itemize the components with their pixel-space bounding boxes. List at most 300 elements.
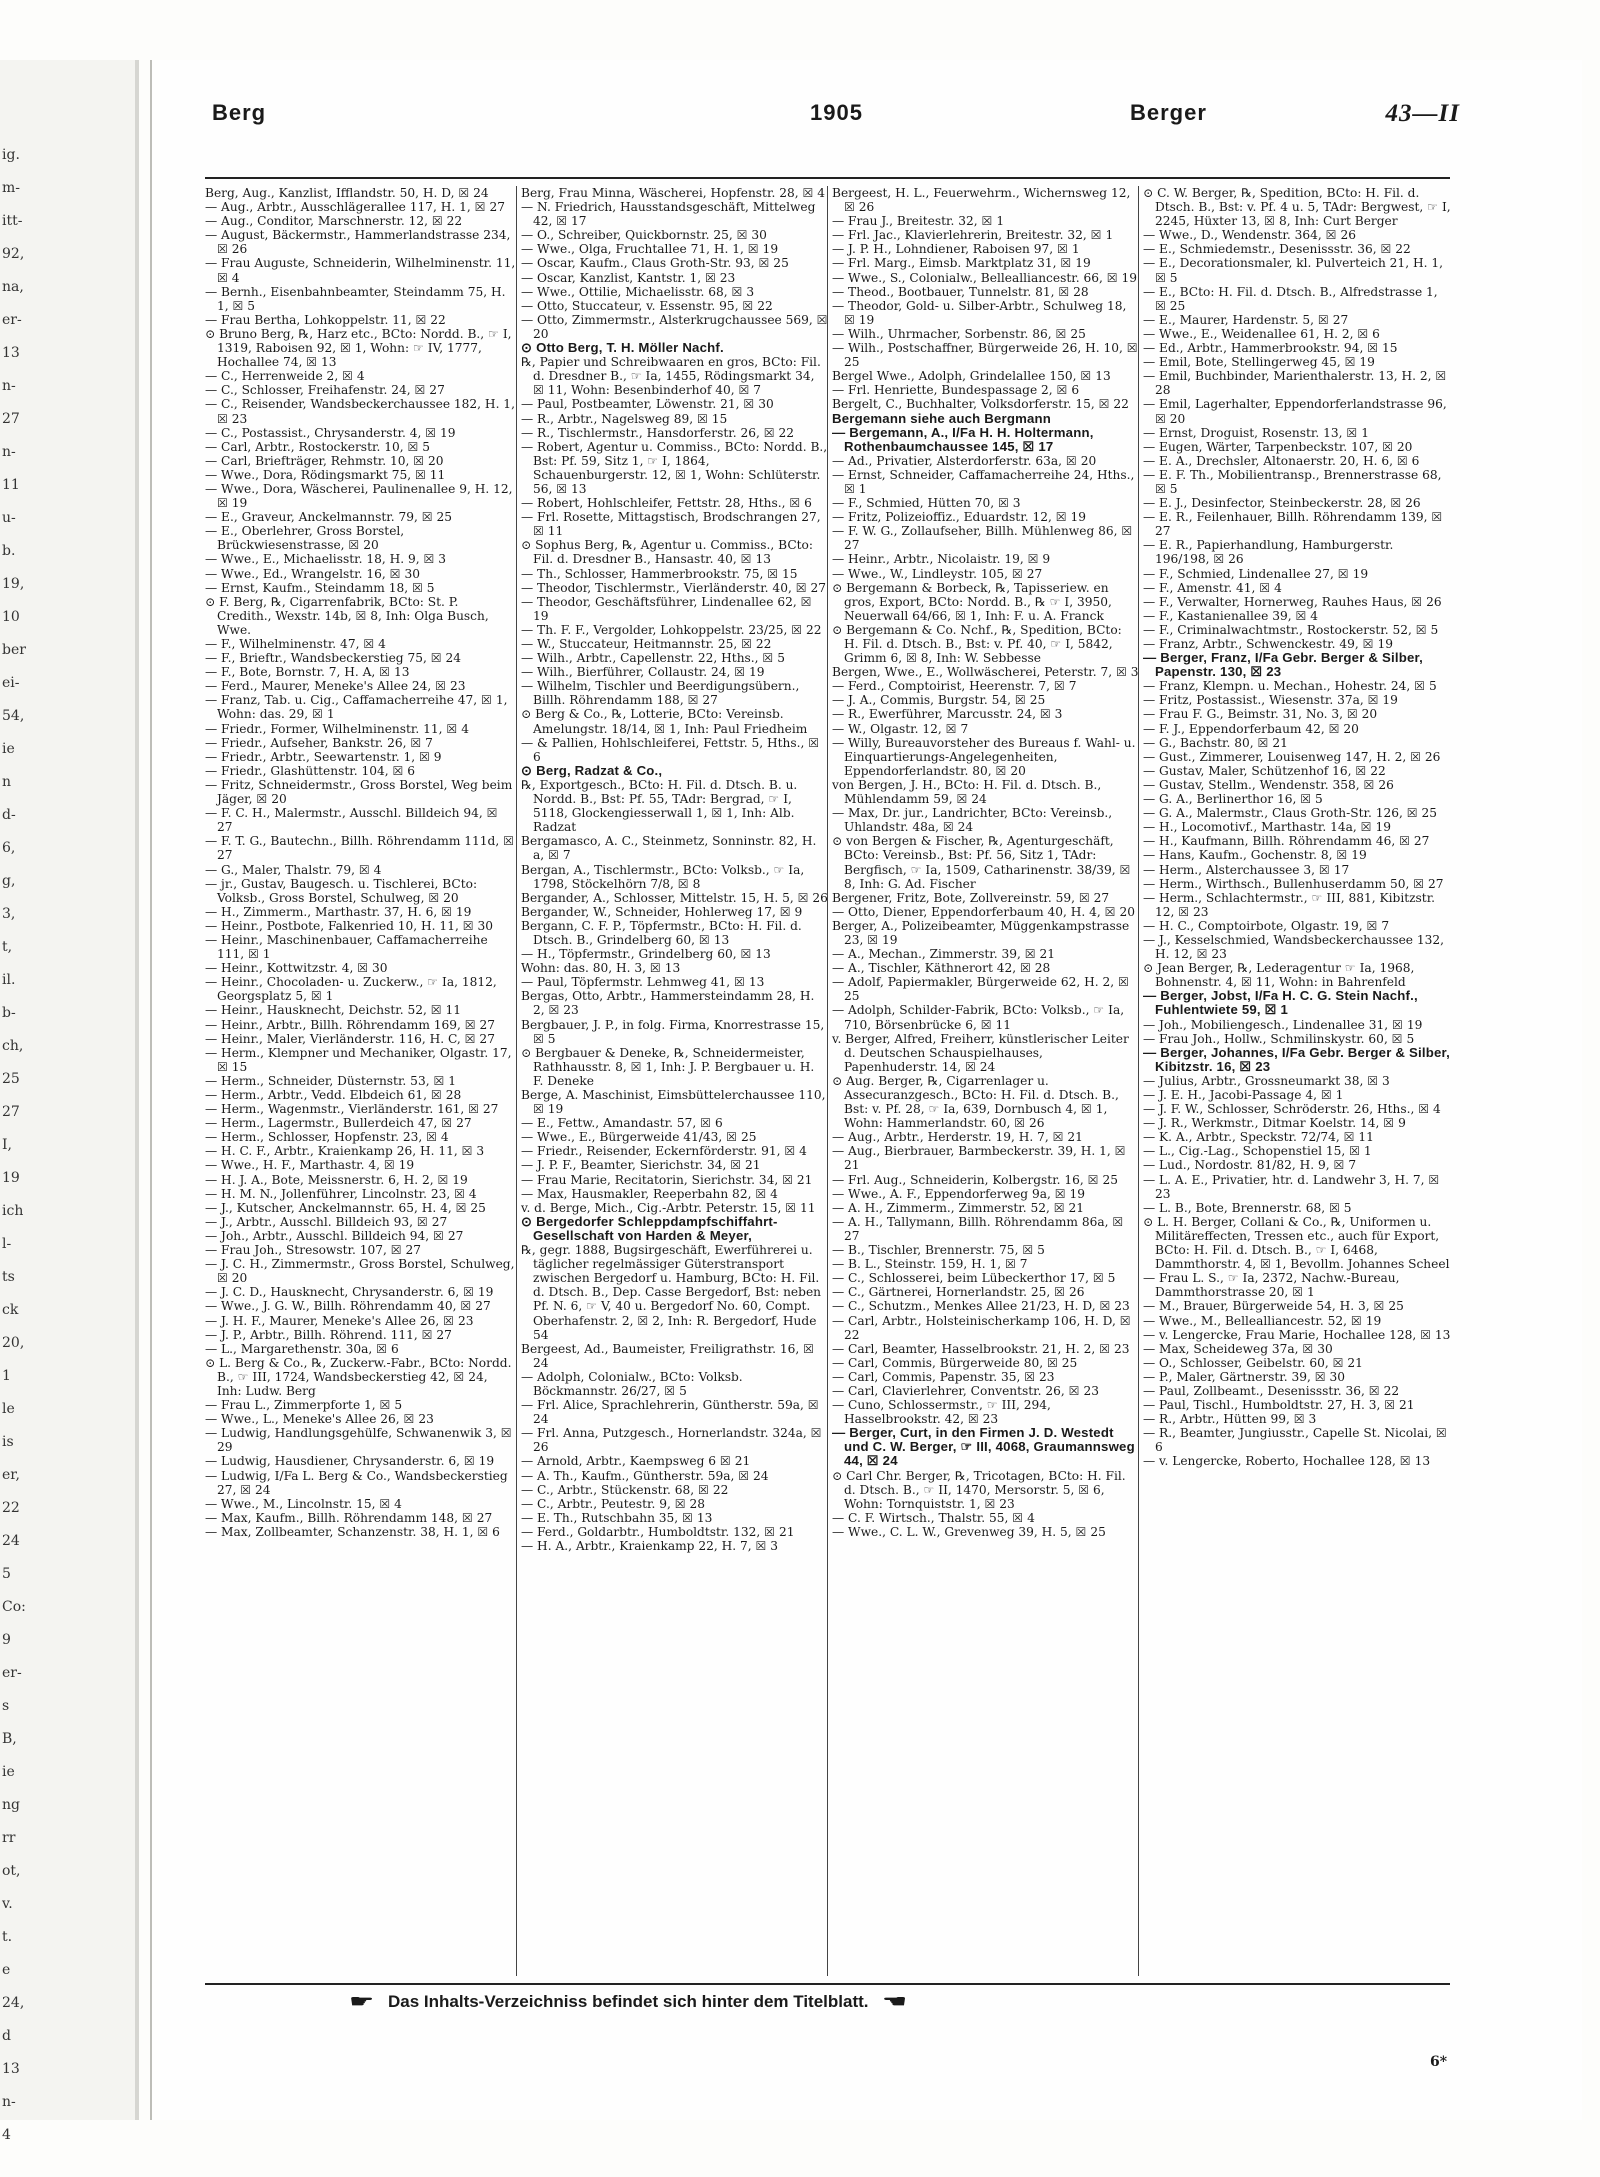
directory-entry: — Heinr., Chocoladen- u. Zuckerw., ☞ Ia, 1812, Georgsplatz 5, ☒ 1 — [205, 975, 497, 1004]
directory-entry: — Frau F. G., Beimstr. 31, No. 3, ☒ 20 — [1143, 707, 1378, 722]
edge-text-fragment: 24, — [2, 1995, 25, 2011]
directory-entry: Bergeest, H. L., Feuerwehrm., Wichernsweg 12, ☒ 26 — [832, 186, 1131, 215]
edge-text-fragment: 9 — [2, 1632, 11, 1648]
edge-text-fragment: 19, — [2, 576, 25, 592]
directory-entry: — Robert, Hohlschleifer, Fettstr. 28, Hths., ☒ 6 — [521, 496, 812, 511]
directory-entry: — Otto, Stuccateur, v. Essenstr. 95, ☒ 22 — [521, 298, 773, 313]
directory-entry: — Carl, Clavierlehrer, Conventstr. 26, ☒ 23 — [832, 1383, 1099, 1398]
column-3 — [827, 186, 1139, 1976]
edge-text-fragment: 22 — [2, 1500, 20, 1516]
directory-entry: — J. F. W., Schlosser, Schröderstr. 26, Hths., ☒ 4 — [1143, 1102, 1441, 1117]
edge-text-fragment: er- — [2, 312, 22, 328]
directory-entry: — Lud., Nordostr. 81/82, H. 9, ☒ 7 — [1143, 1158, 1357, 1173]
directory-entry: — Willy, Bureauvorsteher des Bureaus f. Wahl- u. Einquartierungs-Angelegenheiten, Eppendorferlandstr. 80, ☒ 20 — [832, 735, 1136, 778]
edge-text-fragment: 1 — [2, 1368, 11, 1384]
header-page-number: 43—II — [1385, 100, 1460, 127]
directory-entry: — & Pallien, Hohlschleiferei, Fettstr. 5, Hths., ☒ 6 — [521, 735, 820, 764]
pointing-hand-right-icon: ☛ — [349, 1992, 374, 2011]
directory-entry: — Oscar, Kanzlist, Kantstr. 1, ☒ 23 — [521, 270, 736, 285]
directory-entry: — H. J. A., Bote, Meissnerstr. 6, H. 2, ☒ 19 — [205, 1172, 468, 1187]
directory-entry: — F., Criminalwachtmstr., Rostockerstr. 52, ☒ 5 — [1143, 622, 1439, 637]
directory-entry: — H., Töpfermstr., Grindelberg 60, ☒ 13 — [521, 947, 771, 962]
directory-entry: — C., Arbtr., Stückenstr. 68, ☒ 22 — [521, 1482, 729, 1497]
directory-entry: — Otto, Diener, Eppendorferbaum 40, H. 4, ☒ 20 — [832, 904, 1135, 919]
directory-entry: — L., Margarethenstr. 30a, ☒ 6 — [205, 1341, 399, 1356]
directory-entry: — F., Amenstr. 41, ☒ 4 — [1143, 580, 1282, 595]
pointing-hand-left-icon: ☚ — [882, 1992, 908, 2011]
directory-entry: ⊙ Carl Chr. Berger, ℞, Tricotagen, BCto: H. Fil. d. Dtsch. B., ☞ II, 1470, Mersorstr. 5, ☒ 6, Wohn: Tornquiststr. 1, ☒ 23 — [832, 1468, 1126, 1511]
directory-entry: — E., Schmiedemstr., Desenissstr. 36, ☒ 22 — [1143, 242, 1411, 257]
directory-entry: ⊙ L. Berg & Co., ℞, Zuckerw.-Fabr., BCto: Nordd. B., ☞ III, 1724, Wandsbeckerstieg 42, ☒ 24, Inh: Ludw. Berg — [205, 1355, 512, 1398]
directory-entry: — F. C. H., Malermstr., Ausschl. Billdeich 94, ☒ 27 — [205, 806, 498, 835]
directory-entry: — Herm., Wirthsch., Bullenhuserdamm 50, ☒ 27 — [1143, 876, 1444, 891]
directory-entry: — Wwe., A. F., Eppendorferweg 9a, ☒ 19 — [832, 1186, 1086, 1201]
edge-text-fragment: 11 — [2, 477, 20, 493]
directory-entry: ⊙ Sophus Berg, ℞, Agentur u. Commiss., BCto: Fil. d. Dresdner B., Hansastr. 40, ☒ 13 — [521, 538, 813, 567]
edge-text-fragment: 13 — [2, 2061, 20, 2077]
edge-text-fragment: 5 — [2, 1566, 11, 1582]
directory-entry: — P., Maler, Gärtnerstr. 39, ☒ 30 — [1143, 1369, 1346, 1384]
directory-entry: — E., Graveur, Anckelmannstr. 79, ☒ 25 — [205, 510, 453, 525]
directory-entry: — Emil, Lagerhalter, Eppendorferlandstrasse 96, ☒ 20 — [1143, 397, 1447, 426]
directory-entry: ⊙ von Bergen & Fischer, ℞, Agenturgeschäft, BCto: Vereinsb., Bst: Pf. 56, Sitz 1, TAdr: Bergfisch, ☞ Ia, 1509, Catharinenstr. 38/39, ☒ 8, Inh: G. Ad. Fischer — [832, 834, 1131, 891]
directory-entry: v. d. Berge, Mich., Cig.-Arbtr. Peterstr. 15, ☒ 11 — [521, 1200, 816, 1215]
directory-entry: ⊙ Otto Berg, T. H. Möller Nachf. — [521, 340, 724, 356]
footer-notice — [340, 1992, 1320, 2022]
directory-entry: — Robert, Agentur u. Commiss., BCto: Nordd. B., Bst: Pf. 59, Sitz 1, ☞ I, 1864, Schauenburgerstr. 12, ☒ 1, Wohn: Schlüterstr. 56, ☒ 13 — [521, 439, 828, 496]
directory-entry: — B., Tischler, Brennerstr. 75, ☒ 5 — [832, 1243, 1045, 1258]
edge-text-fragment: ber — [2, 642, 26, 658]
directory-entry: — Adolph, Schilder-Fabrik, BCto: Volksb., ☞ Ia, 710, Börsenbrücke 6, ☒ 11 — [832, 1003, 1125, 1032]
directory-entry: — Ludwig, Handlungsgehülfe, Schwanenwik 3, ☒ 29 — [205, 1426, 512, 1455]
directory-entry: — Paul, Töpfermstr. Lehmweg 41, ☒ 13 — [521, 975, 765, 990]
directory-entry: — Heinr., Kottwitzstr. 4, ☒ 30 — [205, 961, 388, 976]
directory-entry: — Wwe., C. L. W., Grevenweg 39, H. 5, ☒ 25 — [832, 1524, 1106, 1539]
directory-entry: — Wwe., E., Bürgerweide 41/43, ☒ 25 — [521, 1130, 757, 1145]
directory-entry: — Carl, Beamter, Hasselbrookstr. 21, H. 2, ☒ 23 — [832, 1341, 1130, 1356]
directory-entry: — Wilh., Postschaffner, Bürgerweide 26, H. 10, ☒ 25 — [832, 341, 1138, 370]
directory-entry: — C., Schlosserei, beim Lübeckerthor 17, ☒ 5 — [832, 1271, 1116, 1286]
directory-entry: — Aug., Conditor, Marschnerstr. 12, ☒ 22 — [205, 214, 463, 229]
directory-entry: — Theod., Bootbauer, Tunnelstr. 81, ☒ 28 — [832, 284, 1089, 299]
edge-text-fragment: er, — [2, 1467, 20, 1483]
directory-entry: Berger, A., Polizeibeamter, Müggenkampstrasse 23, ☒ 19 — [832, 918, 1130, 947]
directory-entry: — Carl, Arbtr., Rostockerstr. 10, ☒ 5 — [205, 439, 431, 454]
directory-entry: — Theodor, Gold- u. Silber-Arbtr., Schulweg 18, ☒ 19 — [832, 298, 1127, 327]
directory-entry: — E. R., Papierhandlung, Hamburgerstr. 196/198, ☒ 26 — [1143, 538, 1394, 567]
directory-entry: — R., Ewerführer, Marcusstr. 24, ☒ 3 — [832, 707, 1063, 722]
directory-entry: ⊙ Bruno Berg, ℞, Harz etc., BCto: Nordd. B., ☞ I, 1319, Raboisen 92, ☒ 1, Wohn: ☞ IV, 1777, Hochallee 74, ☒ 13 — [205, 326, 512, 370]
edge-text-fragment: g, — [2, 873, 16, 889]
directory-entry: — Herm., Alsterchaussee 3, ☒ 17 — [1143, 862, 1350, 877]
directory-entry: — v. Lengercke, Frau Marie, Hochallee 128, ☒ 13 — [1143, 1327, 1451, 1342]
footer-rule — [205, 1983, 1450, 1985]
directory-entry: — H. A., Arbtr., Kraienkamp 22, H. 7, ☒ 3 — [521, 1539, 779, 1553]
edge-text-fragment: I, — [2, 1137, 12, 1153]
directory-entry: — C., Schutzm., Menkes Allee 21/23, H. D, ☒ 23 — [832, 1299, 1130, 1314]
edge-text-fragment: t, — [2, 939, 13, 955]
edge-text-fragment: 92, — [2, 246, 25, 262]
directory-entry: — E. F. Th., Mobilientransp., Brennerstrasse 68, ☒ 5 — [1143, 467, 1442, 496]
directory-entry: — Carl, Arbtr., Holsteinischerkamp 106, H. D, ☒ 22 — [832, 1313, 1131, 1342]
directory-entry: — Frl. Jac., Klavierlehrerin, Breitestr. 32, ☒ 1 — [832, 228, 1114, 243]
directory-entry: — Frau Bertha, Lohkoppelstr. 11, ☒ 22 — [205, 312, 446, 327]
edge-text-fragment: le — [2, 1401, 15, 1417]
edge-text-fragment: ei- — [2, 675, 20, 691]
directory-entry: — J. P. H., Lohndiener, Raboisen 97, ☒ 1 — [832, 242, 1080, 257]
directory-entry: — Ernst, Schneider, Caffamacherreihe 24, Hths., ☒ 1 — [832, 467, 1135, 496]
directory-entry: — K. A., Arbtr., Speckstr. 72/74, ☒ 11 — [1143, 1130, 1374, 1145]
directory-entry: — v. Lengercke, Roberto, Hochallee 128, ☒ 13 — [1143, 1454, 1431, 1469]
directory-entry: — O., Schlosser, Geibelstr. 60, ☒ 21 — [1143, 1355, 1363, 1370]
directory-entry: — Ludwig, I/Fa L. Berg & Co., Wandsbeckerstieg 27, ☒ 24 — [205, 1468, 508, 1497]
directory-entry: Berg, Frau Minna, Wäscherei, Hopfenstr. 28, ☒ 4 — [521, 186, 826, 200]
directory-entry: — Aug., Arbtr., Herderstr. 19, H. 7, ☒ 21 — [832, 1130, 1083, 1145]
directory-entry: — Wwe., M., Bellealliancestr. 52, ☒ 19 — [1143, 1313, 1382, 1328]
directory-entry: — G. A., Malermstr., Claus Groth-Str. 126, ☒ 25 — [1143, 806, 1438, 821]
edge-text-fragment: v. — [2, 1896, 13, 1912]
directory-entry: Berg, Aug., Kanzlist, Ifflandstr. 50, H. D, ☒ 24 — [205, 186, 489, 200]
directory-entry: — J., Kesselschmied, Wandsbeckerchaussee 132, H. 12, ☒ 23 — [1143, 932, 1445, 962]
previous-page-edge — [0, 60, 139, 2143]
directory-entry: — J. C. H., Zimmermstr., Gross Borstel, Schulweg, ☒ 20 — [205, 1257, 515, 1286]
directory-entry: — Heinr., Hausknecht, Deichstr. 52, ☒ 11 — [205, 1003, 462, 1018]
edge-text-fragment: ch, — [2, 1038, 24, 1054]
directory-entry: — Heinr., Maschinenbauer, Caffamacherreihe 111, ☒ 1 — [205, 932, 488, 962]
directory-entry: — W., Olgastr. 12, ☒ 7 — [832, 721, 969, 736]
directory-entry: — Frl. Rosette, Mittagstisch, Brodschrangen 27, ☒ 11 — [521, 510, 821, 539]
directory-entry: — J. H. F., Maurer, Meneke's Allee 26, ☒ 23 — [205, 1313, 474, 1328]
directory-entry: Bergel Wwe., Adolph, Grindelallee 150, ☒ 13 — [832, 369, 1111, 384]
directory-entry: — E., Decorationsmaler, kl. Pulverteich 21, H. 1, ☒ 5 — [1143, 256, 1443, 285]
directory-entry: — E. J., Desinfector, Steinbeckerstr. 28, ☒ 26 — [1143, 496, 1421, 511]
directory-entry: — Wwe., Dora, Wäscherei, Paulinenallee 9, H. 12, ☒ 19 — [205, 481, 513, 511]
directory-entry: — Arnold, Arbtr., Kaempsweg 6 ☒ 21 — [521, 1454, 751, 1469]
directory-entry: — Wwe., E., Michaelisstr. 18, H. 9, ☒ 3 — [205, 552, 447, 567]
directory-entry: ⊙ Bergemann & Borbeck, ℞, Tapisseriew. en gros, Export, BCto: Nordd. B., ℞ ☞ I, 3950, Neuerwall 64/66, ☒ 1, Inh: F. u. A. Franck — [832, 580, 1112, 623]
edge-text-fragment: ts — [2, 1269, 15, 1285]
directory-entry: — Paul, Tischl., Humboldtstr. 27, H. 3, ☒ 21 — [1143, 1398, 1415, 1413]
directory-entry: — Wwe., E., Weidenallee 61, H. 2, ☒ 6 — [1143, 326, 1380, 341]
directory-entry: — J. R., Werkmstr., Ditmar Koelstr. 14, ☒ 9 — [1143, 1116, 1406, 1131]
edge-text-fragment: il. — [2, 972, 16, 988]
edge-text-fragment: 25 — [2, 1071, 20, 1087]
directory-entry: — Gust., Zimmerer, Louisenweg 147, H. 2, ☒ 26 — [1143, 749, 1441, 764]
directory-entry: — Wilh., Arbtr., Capellenstr. 22, Hths., ☒ 5 — [521, 651, 785, 666]
directory-entry: — F., Verwalter, Hornerweg, Rauhes Haus, ☒ 26 — [1143, 594, 1442, 609]
directory-entry: ℞, Exportgesch., BCto: H. Fil. d. Dtsch. B. u. Nordd. B., Bst: Pf. 55, TAdr: Bergrad, ☞ I, 5118, Glockengiesserwall 1, ☒ 1, Inh: Alb. Radzat — [521, 777, 798, 835]
directory-entry: — J. P., Arbtr., Billh. Röhrend. 111, ☒ 27 — [205, 1327, 452, 1342]
directory-entry: Bergander, W., Schneider, Hohlerweg 17, ☒ 9 — [521, 904, 803, 919]
directory-entry: — H., Zimmerm., Marthastr. 37, H. 6, ☒ 19 — [205, 904, 472, 919]
directory-entry: — Paul, Zollbeamt., Desenissstr. 36, ☒ 22 — [1143, 1383, 1400, 1398]
edge-text-fragment: l- — [2, 1236, 12, 1252]
directory-entry: — Franz, Klempn. u. Mechan., Hohestr. 24, ☒ 5 — [1143, 679, 1437, 694]
directory-entry: — F., Schmied, Lindenallee 27, ☒ 19 — [1143, 566, 1369, 581]
directory-entry: — Wwe., Dora, Rödingsmarkt 75, ☒ 11 — [205, 467, 446, 482]
directory-entry: — G. A., Berlinerthor 16, ☒ 5 — [1143, 792, 1323, 807]
directory-entry: ⊙ C. W. Berger, ℞, Spedition, BCto: H. Fil. d. Dtsch. B., Bst: v. Pf. 4 u. 5, TAdr: Bergwest, ☞ I, 2245, Hüxter 13, ☒ 8, Inh: Curt Berger — [1143, 186, 1451, 229]
directory-entry: ⊙ Bergemann & Co. Nchf., ℞, Spedition, BCto: H. Fil. d. Dtsch. B., Bst: v. Pf. 40, ☞ I, 5842, Grimm 6, ☒ 8, Inh: W. Sebbesse — [832, 622, 1122, 666]
directory-entry: — Carl, Commis, Papenstr. 35, ☒ 23 — [832, 1369, 1055, 1384]
directory-entry: — Franz, Tab. u. Cig., Caffamacherreihe 47, ☒ 1, Wohn: das. 29, ☒ 1 — [205, 693, 508, 722]
edge-text-fragment: 20, — [2, 1335, 25, 1351]
directory-entry: — Ferd., Goldarbtr., Humboldtstr. 132, ☒ 21 — [521, 1524, 795, 1539]
directory-entry: — C., Gärtnerei, Hornerlandstr. 25, ☒ 26 — [832, 1285, 1085, 1300]
directory-entry: — Frau J., Breitestr. 32, ☒ 1 — [832, 214, 1005, 229]
directory-entry: ℞, Papier und Schreibwaaren en gros, BCto: Fil. d. Dresdner B., ☞ Ia, 1455, Rödingsmarkt 34, ☒ 11, Wohn: Besenbinderhof 40, ☒ 7 — [521, 355, 821, 398]
directory-entry: — C., Herrenweide 2, ☒ 4 — [205, 369, 365, 384]
directory-entry: — Joh., Mobiliengesch., Lindenallee 31, ☒ 19 — [1143, 1017, 1423, 1032]
edge-text-fragment: ck — [2, 1302, 19, 1318]
directory-entry: — G., Maler, Thalstr. 79, ☒ 4 — [205, 862, 382, 877]
directory-entry: — Ernst, Droguist, Rosenstr. 13, ☒ 1 — [1143, 425, 1369, 440]
directory-entry: — A., Tischler, Käthnerort 42, ☒ 28 — [832, 961, 1051, 976]
directory-entry: — Friedr., Former, Wilhelminenstr. 11, ☒ 4 — [205, 721, 469, 736]
directory-entry: — Frl. Marg., Eimsb. Marktplatz 31, ☒ 19 — [832, 256, 1091, 271]
directory-entry: — Theodor, Tischlermstr., Vierländerstr. 40, ☒ 27 — [521, 580, 826, 595]
directory-entry: — G., Bachstr. 80, ☒ 21 — [1143, 735, 1288, 750]
edge-text-fragment: ot, — [2, 1863, 21, 1879]
directory-entry: — Wwe., W., Lindleystr. 105, ☒ 27 — [832, 566, 1043, 581]
directory-entry: — E., Maurer, Hardenstr. 5, ☒ 27 — [1143, 312, 1349, 327]
directory-entry: — R., Arbtr., Nagelsweg 89, ☒ 15 — [521, 411, 728, 426]
edge-text-fragment: b. — [2, 543, 16, 559]
edge-text-fragment: rr — [2, 1830, 16, 1846]
edge-text-fragment: s — [2, 1698, 10, 1714]
directory-entry: — Adolf, Papiermakler, Bürgerweide 62, H. 2, ☒ 25 — [832, 975, 1129, 1004]
directory-entry: — Max, Scheideweg 37a, ☒ 30 — [1143, 1341, 1333, 1356]
directory-entry: — Wilhelm, Tischler und Beerdigungsübern., Billh. Röhrendamm 188, ☒ 27 — [521, 679, 800, 708]
directory-entry: — Franz, Arbtr., Schwenckestr. 49, ☒ 19 — [1143, 637, 1393, 651]
directory-entry: — E., Oberlehrer, Gross Borstel, Brückwiesenstrasse, ☒ 20 — [205, 524, 405, 553]
directory-entry: — Max, Hausmakler, Reeperbahn 82, ☒ 4 — [521, 1186, 778, 1201]
edge-text-fragment: B, — [2, 1731, 17, 1747]
directory-entry: — Herm., Arbtr., Vedd. Elbdeich 61, ☒ 28 — [205, 1088, 462, 1102]
directory-entry: — Eugen, Wärter, Tarpenbeckstr. 107, ☒ 20 — [1143, 439, 1413, 454]
directory-entry: — Aug., Arbtr., Ausschlägerallee 117, H. 1, ☒ 27 — [205, 200, 505, 215]
directory-entry: — N. Friedrich, Hausstandsgeschäft, Mittelweg 42, ☒ 17 — [521, 200, 816, 229]
directory-entry: — C., Schlosser, Freihafenstr. 24, ☒ 27 — [205, 383, 445, 398]
directory-entry: — Fritz, Postassist., Wiesenstr. 37a, ☒ 19 — [1143, 693, 1398, 708]
directory-entry: Wohn: das. 80, H. 3, ☒ 13 — [521, 961, 681, 976]
edge-text-fragment: ig. — [2, 147, 20, 163]
edge-text-fragment: ie — [2, 741, 15, 757]
directory-entry: — C., Arbtr., Peutestr. 9, ☒ 28 — [521, 1496, 706, 1511]
directory-entry: — Herm., Schlachtermstr., ☞ III, 881, Kibitzstr. 12, ☒ 23 — [1143, 890, 1436, 919]
edge-text-fragment: na, — [2, 279, 24, 295]
directory-entry: — Herm., Klempner und Mechaniker, Olgastr. 17, ☒ 15 — [205, 1045, 512, 1074]
directory-entry: — J. C. D., Hausknecht, Chrysanderstr. 6, ☒ 19 — [205, 1285, 494, 1300]
directory-entry: ⊙ Jean Berger, ℞, Lederagentur ☞ Ia, 1968, Bohnenstr. 4, ☒ 11, Wohn: in Bahrenfeld — [1143, 961, 1415, 990]
column-2 — [516, 186, 828, 1976]
edge-text-fragment: 3, — [2, 906, 16, 922]
signature-mark: 6* — [1430, 2054, 1448, 2070]
directory-entry: — R., Arbtr., Hütten 99, ☒ 3 — [1143, 1412, 1317, 1427]
directory-entry: — Herm., Schlosser, Hopfenstr. 23, ☒ 4 — [205, 1130, 449, 1145]
directory-entry: — J. P. F., Beamter, Sierichstr. 34, ☒ 21 — [521, 1158, 761, 1173]
directory-entry: — Carl, Briefträger, Rehmstr. 10, ☒ 20 — [205, 453, 444, 468]
directory-entry: — Aug., Bierbrauer, Barmbeckerstr. 39, H. 1, ☒ 21 — [832, 1144, 1126, 1173]
directory-entry: — Emil, Buchbinder, Marienthalerstr. 13, H. 2, ☒ 28 — [1143, 369, 1447, 398]
directory-entry: — Bergemann, A., I/Fa H. H. Holtermann, Rothenbaumchaussee 145, ☒ 17 — [832, 424, 1094, 454]
directory-entry: ⊙ Bergedorfer Schleppdampfschiffahrt-Gesellschaft von Harden & Meyer, — [521, 1213, 778, 1243]
directory-entry: — Berger, Johannes, I/Fa Gebr. Berger & Silber, Kibitzstr. 16, ☒ 23 — [1143, 1044, 1450, 1074]
directory-entry: — Th. F. F., Vergolder, Lohkoppelstr. 23/25, ☒ 22 — [521, 622, 822, 637]
directory-entry: — Frl. Aug., Schneiderin, Kolbergstr. 16, ☒ 25 — [832, 1172, 1118, 1187]
edge-text-fragment: n — [2, 774, 12, 790]
edge-text-fragment: b- — [2, 1005, 16, 1021]
directory-entry: — F., Bote, Bornstr. 7, H. A, ☒ 13 — [205, 665, 410, 680]
header-rule — [205, 177, 1450, 179]
directory-entry: — H., Locomotivf., Marthastr. 14a, ☒ 19 — [1143, 820, 1391, 835]
directory-entry: Bergbauer, J. P., in folg. Firma, Knorrestrasse 15, ☒ 5 — [521, 1017, 825, 1046]
edge-text-fragment: 19 — [2, 1170, 20, 1186]
edge-text-fragment: 27 — [2, 411, 20, 427]
header-surname-end: Berger — [1130, 100, 1207, 125]
directory-entry: — Frau Joh., Stresowstr. 107, ☒ 27 — [205, 1243, 422, 1258]
column-1 — [205, 186, 516, 1976]
directory-entry: — F. J., Eppendorferbaum 42, ☒ 20 — [1143, 721, 1359, 736]
directory-entry: — Gustav, Stellm., Wendenstr. 358, ☒ 26 — [1143, 777, 1394, 792]
edge-text-fragment: Co: — [2, 1599, 26, 1615]
directory-entry: — W., Stuccateur, Heitmannstr. 25, ☒ 22 — [521, 637, 772, 651]
directory-entry: — Frau Auguste, Schneiderin, Wilhelminenstr. 11, ☒ 4 — [205, 256, 516, 285]
edge-text-fragment: is — [2, 1434, 14, 1450]
directory-entry: — Joh., Arbtr., Ausschl. Billdeich 94, ☒ 27 — [205, 1228, 464, 1243]
edge-text-fragment: ng — [2, 1797, 20, 1813]
directory-entry: — Wwe., Ottilie, Michaelisstr. 68, ☒ 3 — [521, 284, 755, 299]
directory-entry: — F., Schmied, Hütten 70, ☒ 3 — [832, 496, 1021, 511]
directory-entry: — A., Mechan., Zimmerstr. 39, ☒ 21 — [832, 947, 1056, 962]
edge-text-fragment: 13 — [2, 345, 20, 361]
directory-entry: — Berger, Franz, I/Fa Gebr. Berger & Silber, Papenstr. 130, ☒ 23 — [1143, 650, 1423, 680]
directory-entry: — E. Th., Rutschbahn 35, ☒ 13 — [521, 1510, 713, 1525]
directory-entry: — Heinr., Arbtr., Billh. Röhrendamm 169, ☒ 27 — [205, 1017, 496, 1032]
directory-entry: — A. H., Tallymann, Billh. Röhrendamm 86a, ☒ 27 — [832, 1214, 1124, 1243]
edge-text-fragment: ie — [2, 1764, 15, 1780]
directory-entry: Bergelt, C., Buchhalter, Volksdorferstr. 15, ☒ 22 — [832, 397, 1129, 412]
directory-entry: — C. F. Wirtsch., Thalstr. 55, ☒ 4 — [832, 1510, 1035, 1525]
directory-entry: — Friedr., Arbtr., Seewartenstr. 1, ☒ 9 — [205, 749, 442, 764]
directory-entry: Bergan, A., Tischlermstr., BCto: Volksb., ☞ Ia, 1798, Stöckelhörn 7/8, ☒ 8 — [521, 862, 805, 891]
directory-entry: — Frau L. S., ☞ Ia, 2372, Nachw.-Bureau, Dammthorstrasse 20, ☒ 1 — [1143, 1271, 1400, 1300]
directory-entry: — Herm., Wagenmstr., Vierländerstr. 161, ☒ 27 — [205, 1102, 499, 1117]
directory-entry: — H. C., Comptoirbote, Olgastr. 19, ☒ 7 — [1143, 918, 1390, 933]
directory-entry: — Carl, Commis, Bürgerweide 80, ☒ 25 — [832, 1355, 1078, 1370]
edge-text-fragment: e — [2, 1962, 11, 1978]
directory-entry: — F., Brieftr., Wandsbeckerstieg 75, ☒ 24 — [205, 651, 462, 666]
directory-entry: — F., Kastanienallee 39, ☒ 4 — [1143, 608, 1319, 623]
edge-text-fragment: ich — [2, 1203, 24, 1219]
directory-entry: — jr., Gustav, Baugesch. u. Tischlerei, BCto: Volksb., Gross Borstel, Schulweg, ☒ 20 — [205, 876, 478, 905]
edge-text-fragment: 4 — [2, 2127, 11, 2143]
edge-text-fragment: d — [2, 2028, 11, 2044]
directory-entry: ⊙ L. H. Berger, Collani & Co., ℞, Uniformen u. Militäreffecten, Tressen etc., auch für Export, BCto: H. Fil. d. Dtsch. B., ☞ I, 6468, Dammthorstr. 4, ☒ 1, Bevollm. Johannes Scheel — [1143, 1214, 1450, 1272]
directory-entry: — E. A., Drechsler, Altonaerstr. 20, H. 6, ☒ 6 — [1143, 453, 1420, 468]
directory-entry: Bergamasco, A. C., Steinmetz, Sonninstr. 82, H. a, ☒ 7 — [521, 834, 817, 863]
directory-entry: Bergeest, Ad., Baumeister, Freiligrathstr. 16, ☒ 24 — [521, 1341, 815, 1370]
directory-entry: — Fritz, Polizeioffiz., Eduardstr. 12, ☒ 19 — [832, 510, 1087, 525]
directory-entry: ⊙ Aug. Berger, ℞, Cigarrenlager u. Assecuranzgesch., BCto: H. Fil. d. Dtsch. B., Bst: v. Pf. 28, ☞ Ia, 639, Dornbusch 4, ☒ 1, Wohn: Hammerlandstr. 60, ☒ 26 — [832, 1073, 1119, 1131]
directory-entry: — A. Th., Kaufm., Güntherstr. 59a, ☒ 24 — [521, 1468, 769, 1483]
directory-entry: — Wwe., Ed., Wrangelstr. 16, ☒ 30 — [205, 566, 420, 581]
directory-entry: — R., Beamter, Jungiusstr., Capelle St. Nicolai, ☒ 6 — [1143, 1426, 1447, 1455]
directory-entry: — Wilh., Bierführer, Collaustr. 24, ☒ 19 — [521, 665, 765, 680]
directory-entry: Bergander, A., Schlosser, Mittelstr. 15, H. 5, ☒ 26 — [521, 890, 828, 905]
directory-entry: — E., Fettw., Amandastr. 57, ☒ 6 — [521, 1116, 723, 1131]
directory-entry: — Berger, Curt, in den Firmen J. D. Westedt und C. W. Berger, ☞ III, 4068, Graumannsweg 44, ☒ 24 — [832, 1425, 1135, 1469]
edge-text-fragment: 6, — [2, 840, 16, 856]
directory-entry: — Heinr., Arbtr., Nicolaistr. 19, ☒ 9 — [832, 552, 1051, 567]
directory-entry: — Emil, Bote, Stellingerweg 45, ☒ 19 — [1143, 355, 1375, 370]
edge-text-fragment: 27 — [2, 1104, 20, 1120]
directory-entry: ℞, gegr. 1888, Bugsirgeschäft, Ewerführerei u. täglicher regelmässiger Güterstransport zwischen Bergedorf u. Hamburg, BCto: H. Fil. d. Dtsch. B., Dep. Casse Bergedorf, Bst: neben Pf. N. 6, ☞ V, 40 u. Bergedorf No. 60, Compt. Oberhafenstr. 2, ☒ 2, Inh: R. Bergedorf, Hude 54 — [521, 1243, 822, 1342]
directory-entry: — B. L., Steinstr. 159, H. 1, ☒ 7 — [832, 1257, 1028, 1272]
directory-entry: — Friedr., Glashüttenstr. 104, ☒ 6 — [205, 763, 416, 778]
directory-entry: — Frl. Henriette, Bundespassage 2, ☒ 6 — [832, 383, 1080, 398]
directory-entry: — Theodor, Geschäftsführer, Lindenallee 62, ☒ 19 — [521, 594, 812, 623]
edge-text-fragment: d- — [2, 807, 16, 823]
edge-text-fragment: 54, — [2, 708, 25, 724]
directory-entry: — E., BCto: H. Fil. d. Dtsch. B., Alfredstrasse 1, ☒ 25 — [1143, 284, 1438, 313]
directory-entry: — Heinr., Maler, Vierländerstr. 116, H. C, ☒ 27 — [205, 1031, 495, 1046]
directory-entry: — Otto, Zimmermstr., Alsterkrugchaussee 569, ☒ 20 — [521, 312, 828, 341]
directory-entry: — Ludwig, Hausdiener, Chrysanderstr. 6, ☒ 19 — [205, 1454, 495, 1469]
directory-entry: — Heinr., Postbote, Falkenried 10, H. 11, ☒ 30 — [205, 918, 493, 933]
edge-text-fragment: m- — [2, 180, 21, 196]
directory-entry: — R., Tischlermstr., Hansdorferstr. 26, ☒ 22 — [521, 425, 795, 440]
directory-entry: — Frau L., Zimmerpforte 1, ☒ 5 — [205, 1398, 403, 1413]
directory-entry: Bergas, Otto, Arbtr., Hammersteindamm 28, H. 2, ☒ 23 — [521, 989, 815, 1018]
directory-entry: — L., Cig.-Lag., Schopenstiel 15, ☒ 1 — [1143, 1144, 1372, 1159]
edge-text-fragment: t. — [2, 1929, 13, 1945]
directory-entry: — Bernh., Eisenbahnbeamter, Steindamm 75, H. 1, ☒ 5 — [205, 284, 506, 313]
directory-entry: — Frl. Alice, Sprachlehrerin, Güntherstr. 59a, ☒ 24 — [521, 1398, 819, 1427]
directory-entry: — Ernst, Kaufm., Steindamm 18, ☒ 5 — [205, 580, 435, 595]
directory-entry: — Wwe., H. F., Marthastr. 4, ☒ 19 — [205, 1158, 415, 1173]
directory-entry: — F., Wilhelminenstr. 47, ☒ 4 — [205, 637, 386, 651]
directory-entry: ⊙ Berg, Radzat & Co., — [521, 762, 663, 778]
directory-entry: — Ad., Privatier, Alsterdorferstr. 63a, ☒ 20 — [832, 453, 1097, 468]
directory-entry: Bergemann siehe auch Bergmann — [832, 410, 1052, 426]
directory-entry: — Berger, Jobst, I/Fa H. C. G. Stein Nachf., Fuhlentwiete 59, ☒ 1 — [1143, 988, 1418, 1018]
directory-columns — [205, 186, 1450, 1976]
directory-entry: — L. A. E., Privatier, htr. d. Landwehr 3, H. 7, ☒ 23 — [1143, 1172, 1440, 1201]
directory-entry: — C., Postassist., Chrysanderstr. 4, ☒ 19 — [205, 425, 456, 440]
edge-text-fragment: n- — [2, 444, 16, 460]
directory-entry: Bergener, Fritz, Bote, Zollvereinstr. 59, ☒ 27 — [832, 890, 1110, 905]
directory-entry: — Wwe., D., Wendenstr. 364, ☒ 26 — [1143, 228, 1356, 243]
directory-entry: — Wwe., M., Lincolnstr. 15, ☒ 4 — [205, 1496, 402, 1511]
directory-entry: — Hans, Kaufm., Gochenstr. 8, ☒ 19 — [1143, 848, 1367, 863]
directory-entry: — Friedr., Aufseher, Bankstr. 26, ☒ 7 — [205, 735, 433, 750]
directory-entry: — O., Schreiber, Quickbornstr. 25, ☒ 30 — [521, 228, 767, 243]
directory-entry: v. Berger, Alfred, Freiherr, künstlerischer Leiter d. Deutschen Schauspielhauses, Papenhuderstr. 14, ☒ 24 — [832, 1031, 1129, 1074]
edge-text-fragment: n- — [2, 378, 16, 394]
directory-entry: — L. B., Bote, Brennerstr. 68, ☒ 5 — [1143, 1200, 1352, 1215]
directory-entry: — Friedr., Reisender, Eckernförderstr. 91, ☒ 4 — [521, 1144, 807, 1159]
directory-entry: — Cuno, Schlossermstr., ☞ III, 294, Hasselbrookstr. 42, ☒ 23 — [832, 1398, 1051, 1427]
directory-entry: — C., Reisender, Wandsbeckerchaussee 182, H. 1, ☒ 23 — [205, 397, 515, 426]
directory-entry: — A. H., Zimmerm., Zimmerstr. 52, ☒ 21 — [832, 1200, 1085, 1215]
directory-entry: — H. C. F., Arbtr., Kraienkamp 26, H. 11, ☒ 3 — [205, 1144, 485, 1159]
directory-entry: — Frau Joh., Hollw., Schmilinskystr. 60, ☒ 5 — [1143, 1031, 1415, 1046]
page-header — [200, 86, 1460, 136]
directory-entry: — Ferd., Maurer, Meneke's Allee 24, ☒ 23 — [205, 679, 466, 694]
directory-entry: — E. R., Feilenhauer, Billh. Röhrendamm 139, ☒ 27 — [1143, 510, 1443, 539]
directory-entry: — August, Bäckermstr., Hammerlandstrasse 234, ☒ 26 — [205, 228, 511, 257]
